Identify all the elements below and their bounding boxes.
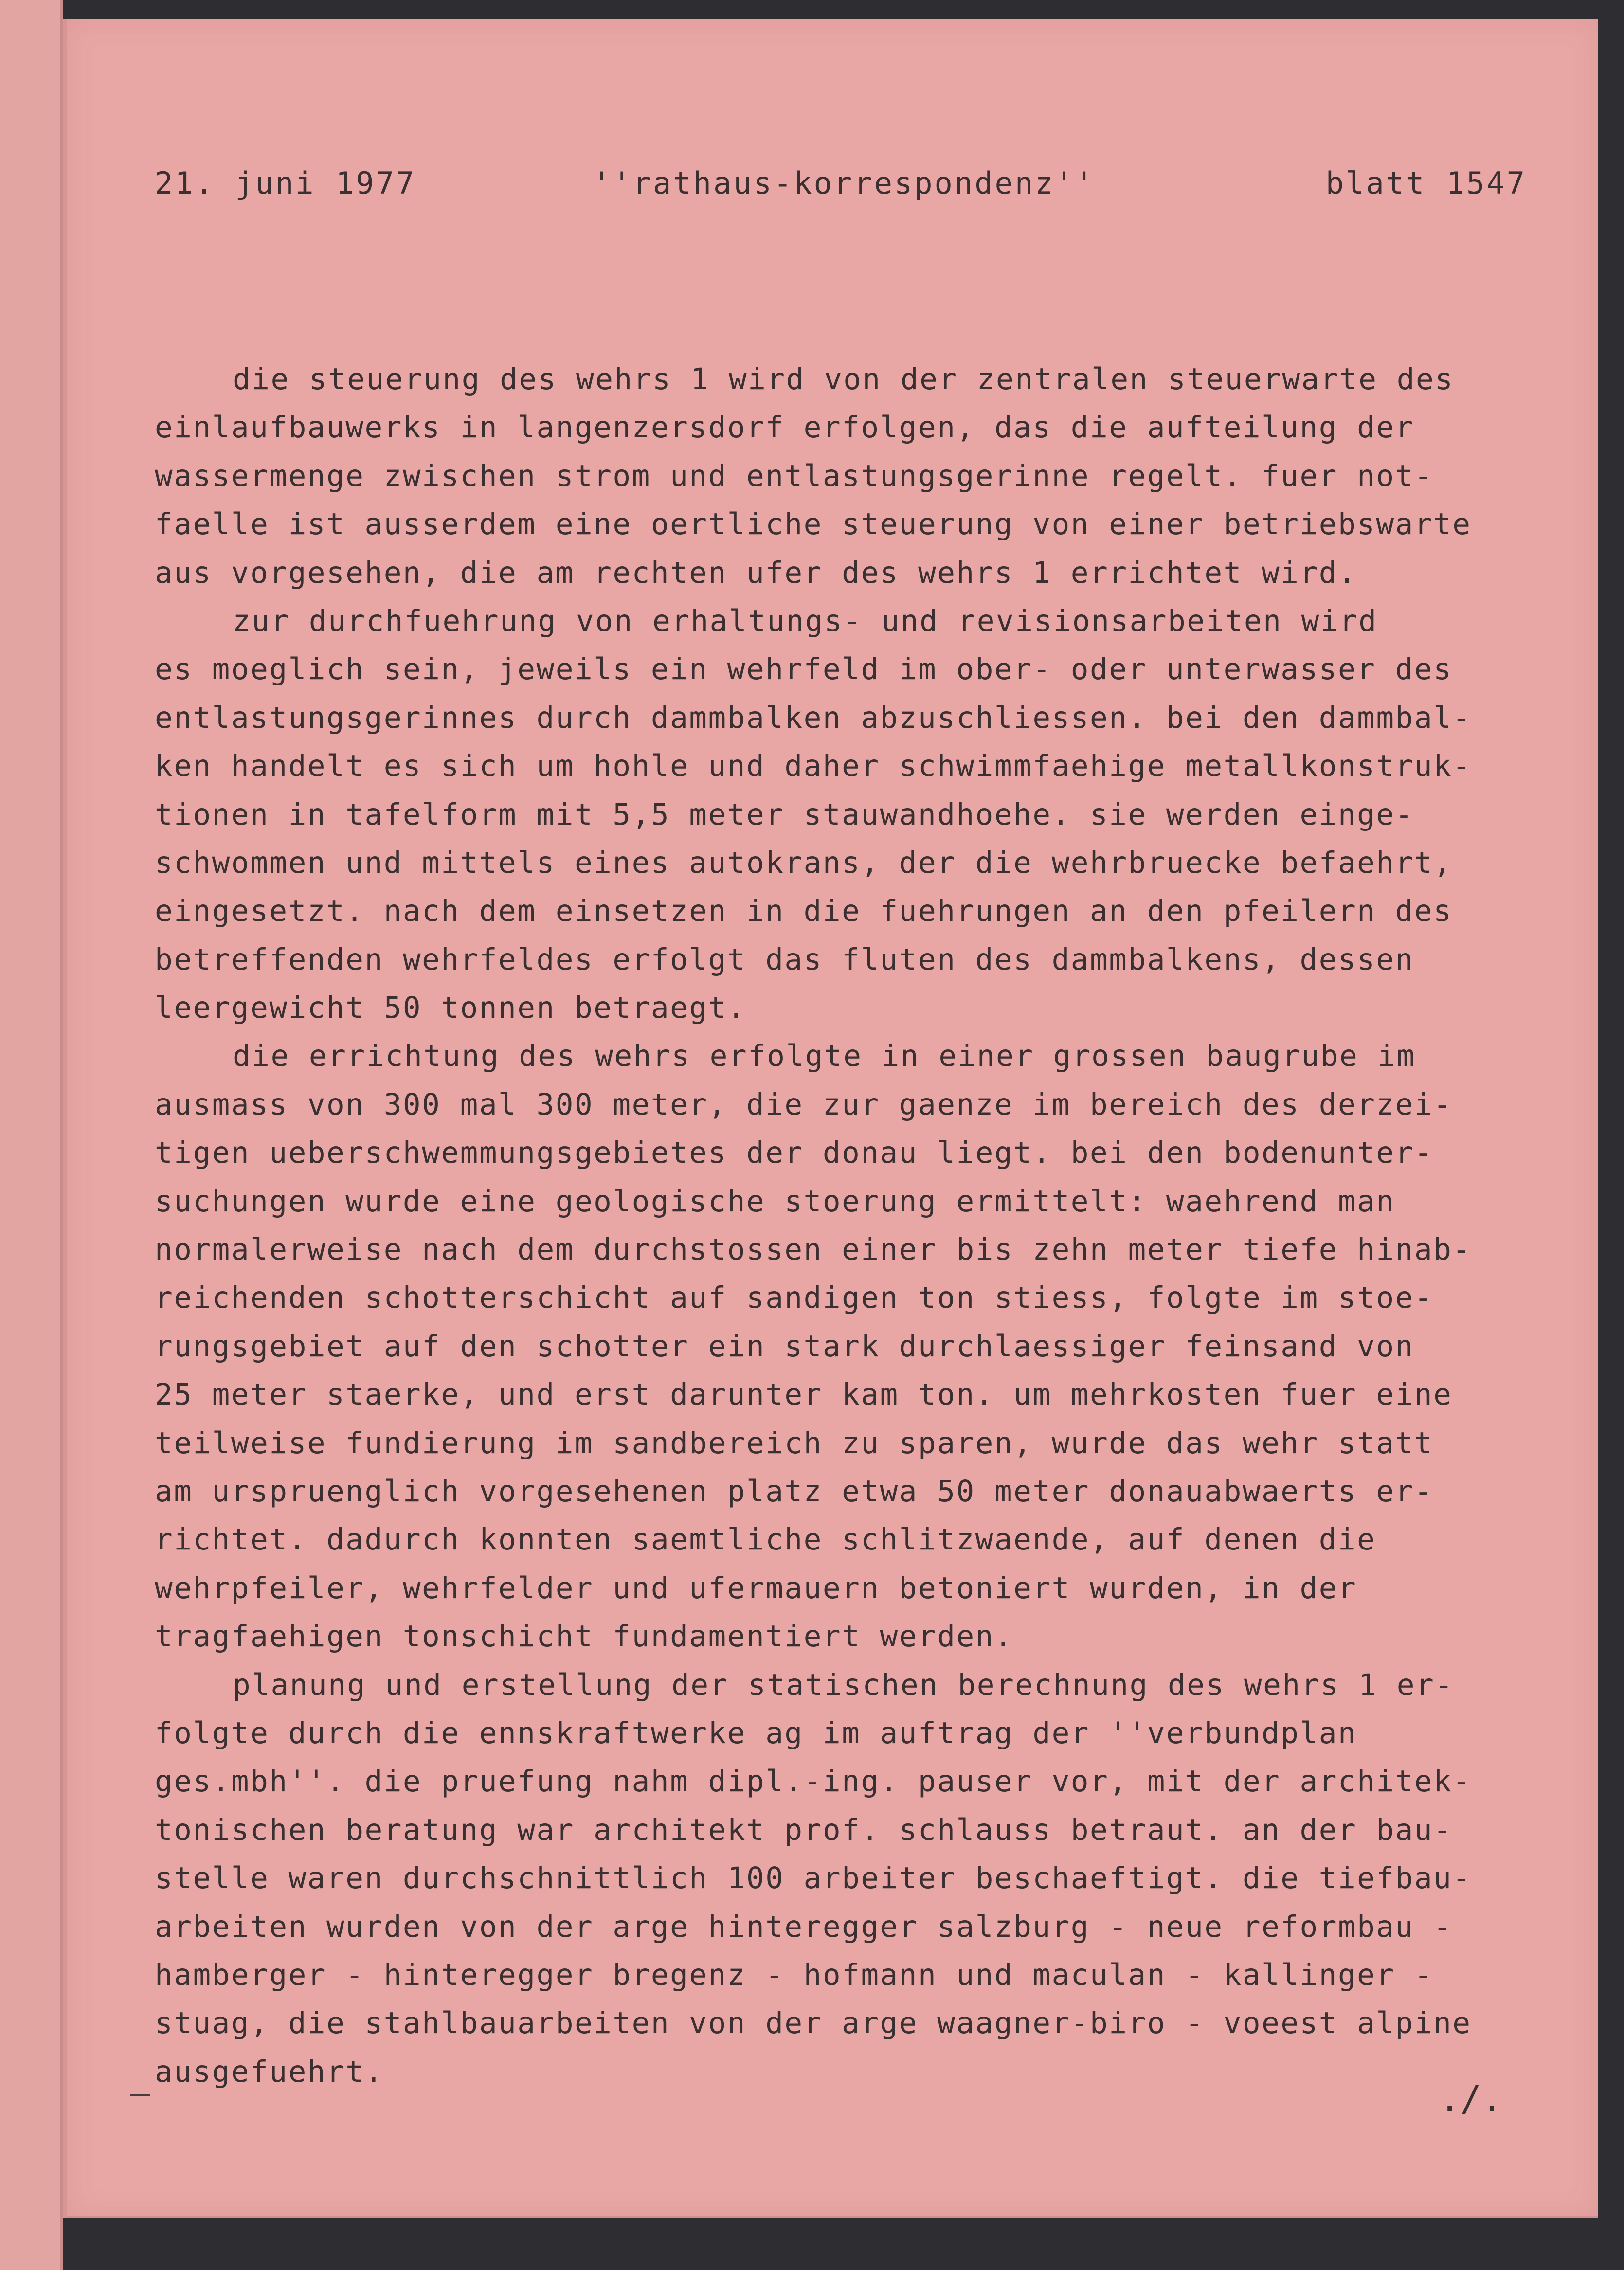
text-line: hamberger - hinteregger bregenz - hofmann und maculan - kallinger -: [155, 1957, 1434, 1992]
text-line: suchungen wurde eine geologische stoerung ermittelt: waehrend man: [155, 1184, 1395, 1219]
text-line: reichenden schotterschicht auf sandigen ton stiess, folgte im stoe-: [155, 1280, 1434, 1315]
text-line: schwommen und mittels eines autokrans, der die wehrbruecke befaehrt,: [155, 845, 1453, 880]
text-line: aus vorgesehen, die am rechten ufer des wehrs 1 errichtet wird.: [155, 555, 1357, 590]
text-line: tonischen beratung war architekt prof. schlauss betraut. an der bau-: [155, 1812, 1453, 1847]
text-line: eingesetzt. nach dem einsetzen in die fuehrungen an den pfeilern des: [155, 894, 1453, 929]
text-line: wehrpfeiler, wehrfelder und ufermauern betoniert wurden, in der: [155, 1570, 1357, 1605]
text-line: betreffenden wehrfeldes erfolgt das fluten des dammbalkens, dessen: [155, 942, 1414, 977]
header-title: ''rathaus-korrespondenz'': [593, 165, 1096, 201]
text-line: tionen in tafelform mit 5,5 meter stauwandhoehe. sie werden einge-: [155, 797, 1414, 832]
text-line: es moeglich sein, jeweils ein wehrfeld im ober- oder unterwasser des: [155, 652, 1453, 687]
underlying-page-edge: [0, 0, 63, 2270]
text-line: entlastungsgerinnes durch dammbalken abzuschliessen. bei den dammbal-: [155, 700, 1472, 735]
text-line: stuag, die stahlbauarbeiten von der arge waagner-biro - voeest alpine: [155, 2006, 1472, 2041]
text-line: richtet. dadurch konnten saemtliche schlitzwaende, auf denen die: [155, 1522, 1376, 1557]
document-body: [155, 355, 1566, 2096]
text-line: wassermenge zwischen strom und entlastungsgerinne regelt. fuer not-: [155, 458, 1434, 493]
margin-tick-mark: [130, 2094, 150, 2096]
text-line: die steuerung des wehrs 1 wird von der zentralen steuerwarte des: [233, 362, 1454, 396]
text-line: normalerweise nach dem durchstossen einer bis zehn meter tiefe hinab-: [155, 1232, 1472, 1267]
header-date: 21. juni 1977: [155, 165, 416, 201]
text-line: am urspruenglich vorgesehenen platz etwa 50 meter donauabwaerts er-: [155, 1474, 1434, 1509]
text-line: zur durchfuehrung von erhaltungs- und revisionsarbeiten wird: [233, 603, 1378, 638]
text-line: ken handelt es sich um hohle und daher schwimmfaehige metallkonstruk-: [155, 749, 1472, 784]
text-line: planung und erstellung der statischen berechnung des wehrs 1 er-: [233, 1667, 1454, 1702]
document-page: [63, 19, 1598, 2218]
text-line: ausmass von 300 mal 300 meter, die zur gaenze im bereich des derzei-: [155, 1087, 1453, 1122]
text-line: 25 meter staerke, und erst darunter kam ton. um mehrkosten fuer eine: [155, 1377, 1453, 1412]
text-line: die errichtung des wehrs erfolgte in einer grossen baugrube im: [233, 1039, 1416, 1074]
text-line: ausgefuehrt.: [155, 2054, 384, 2089]
text-line: tragfaehigen tonschicht fundamentiert werden.: [155, 1619, 1014, 1654]
text-line: stelle waren durchschnittlich 100 arbeiter beschaeftigt. die tiefbau-: [155, 1861, 1472, 1896]
text-line: arbeiten wurden von der arge hinteregger salzburg - neue reformbau -: [155, 1909, 1453, 1944]
page-header: [155, 165, 1527, 214]
text-line: tigen ueberschwemmungsgebietes der donau liegt. bei den bodenunter-: [155, 1135, 1434, 1171]
text-line: teilweise fundierung im sandbereich zu sparen, wurde das wehr statt: [155, 1425, 1434, 1460]
continuation-mark: ./.: [1439, 2078, 1503, 2119]
text-line: einlaufbauwerks in langenzersdorf erfolgen, das die aufteilung der: [155, 410, 1414, 445]
text-line: leergewicht 50 tonnen betraegt.: [155, 991, 746, 1026]
header-sheet-number: blatt 1547: [1325, 165, 1527, 201]
text-line: rungsgebiet auf den schotter ein stark durchlaessiger feinsand von: [155, 1329, 1414, 1364]
text-line: ges.mbh''. die pruefung nahm dipl.-ing. pauser vor, mit der architek-: [155, 1764, 1472, 1799]
text-line: faelle ist ausserdem eine oertliche steuerung von einer betriebswarte: [155, 507, 1472, 542]
text-line: folgte durch die ennskraftwerke ag im auftrag der ''verbundplan: [155, 1715, 1357, 1750]
